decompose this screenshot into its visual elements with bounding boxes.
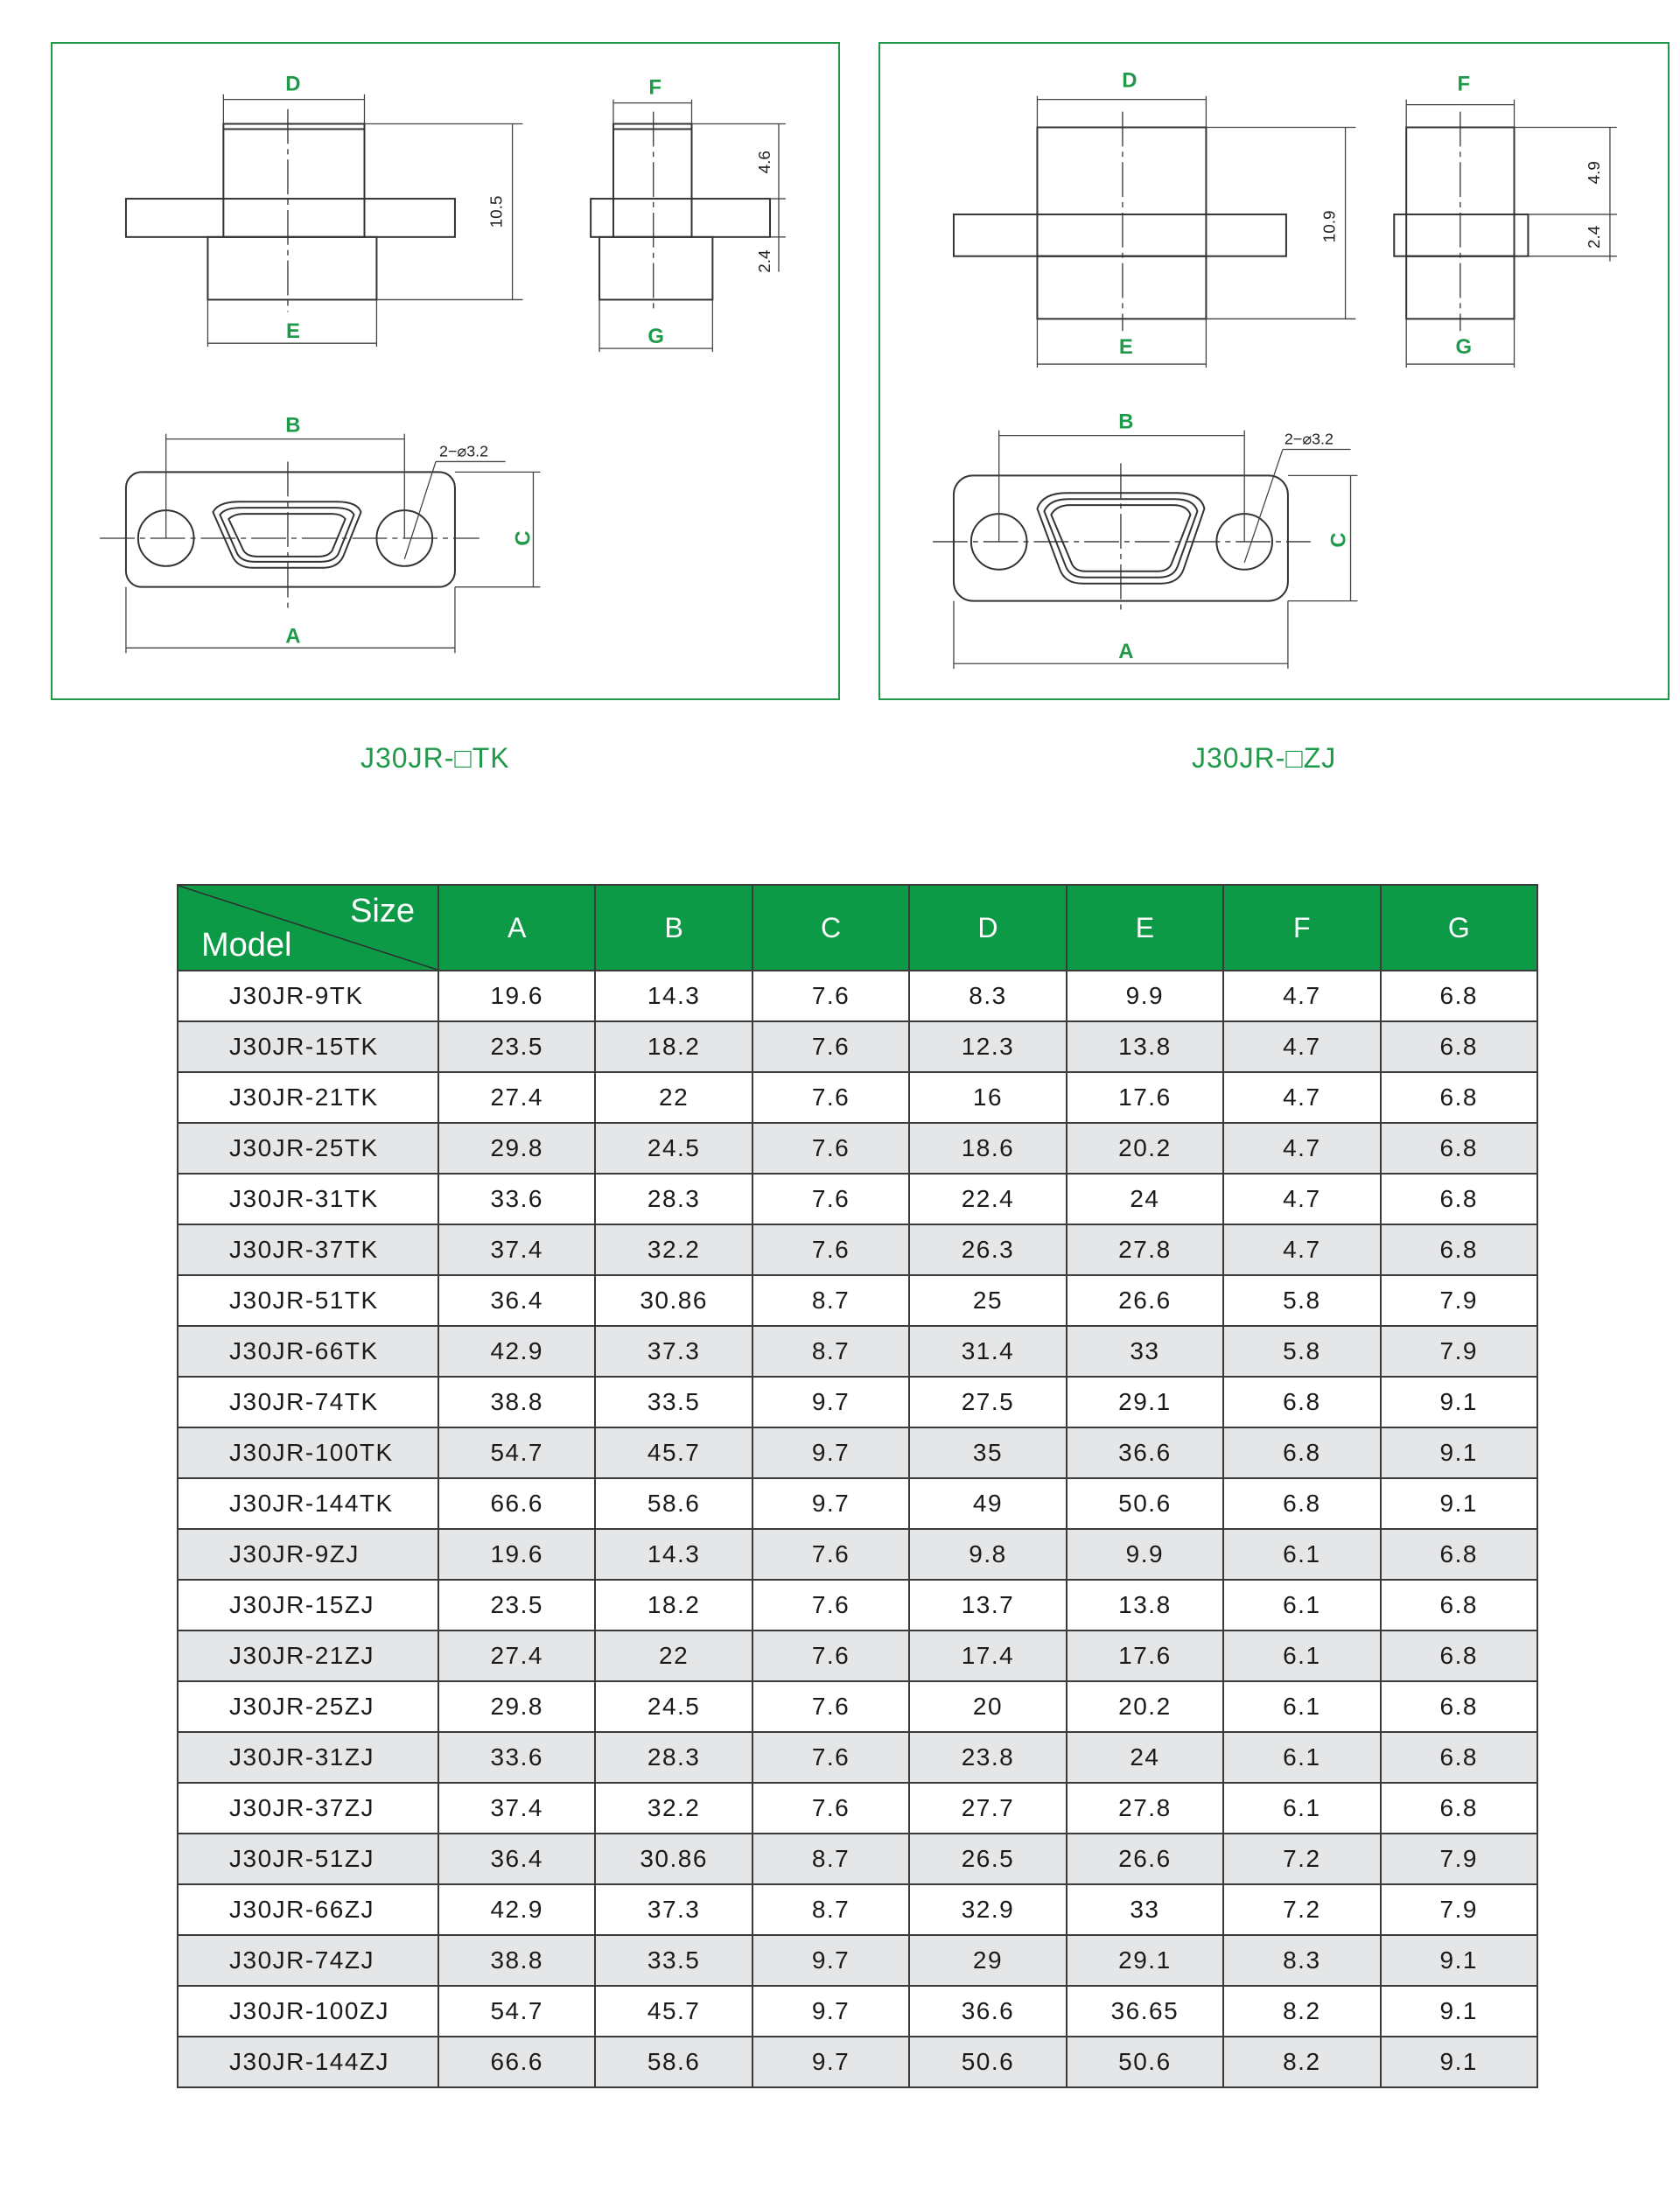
value-cell: 27.5 (909, 1377, 1066, 1427)
value-cell: 25 (909, 1275, 1066, 1326)
model-cell: J30JR-9ZJ (178, 1529, 438, 1580)
value-cell: 7.6 (752, 1174, 909, 1224)
tk-technical-drawing (52, 44, 838, 698)
value-cell: 24.5 (595, 1123, 752, 1174)
value-cell: 7.6 (752, 1123, 909, 1174)
value-cell: 17.4 (909, 1630, 1066, 1681)
column-header: C (752, 885, 909, 971)
value-cell: 29.1 (1067, 1377, 1223, 1427)
value-cell: 28.3 (595, 1174, 752, 1224)
value-cell: 22.4 (909, 1174, 1066, 1224)
value-cell: 7.2 (1223, 1884, 1380, 1935)
value-cell: 20.2 (1067, 1123, 1223, 1174)
model-cell: J30JR-100ZJ (178, 1986, 438, 2037)
value-cell: 9.9 (1067, 1529, 1223, 1580)
value-cell: 26.6 (1067, 1275, 1223, 1326)
value-cell: 66.6 (438, 1478, 595, 1529)
value-cell: 9.7 (752, 1377, 909, 1427)
value-cell: 49 (909, 1478, 1066, 1529)
value-cell: 6.1 (1223, 1681, 1380, 1732)
model-cell: J30JR-21TK (178, 1072, 438, 1123)
zj-label-d: D (1122, 68, 1138, 93)
model-cell: J30JR-144TK (178, 1478, 438, 1529)
zj-dim-flange: 2.4 (1586, 225, 1605, 249)
value-cell: 14.3 (595, 971, 752, 1021)
value-cell: 29.8 (438, 1123, 595, 1174)
tk-front-view (100, 414, 540, 654)
table-row (178, 1732, 1537, 1783)
value-cell: 6.8 (1223, 1478, 1380, 1529)
value-cell: 38.8 (438, 1377, 595, 1427)
model-cell: J30JR-15ZJ (178, 1580, 438, 1630)
value-cell: 4.7 (1223, 1224, 1380, 1275)
tk-front-flange (126, 472, 455, 586)
value-cell: 8.3 (909, 971, 1066, 1021)
value-cell: 30.86 (595, 1275, 752, 1326)
table-row (178, 1681, 1537, 1732)
value-cell: 6.1 (1223, 1783, 1380, 1834)
value-cell: 7.6 (752, 1529, 909, 1580)
table-row (178, 1072, 1537, 1123)
value-cell: 8.2 (1223, 2037, 1380, 2087)
value-cell: 8.7 (752, 1834, 909, 1884)
value-cell: 9.1 (1381, 1986, 1537, 2037)
value-cell: 7.2 (1223, 1834, 1380, 1884)
value-cell: 6.8 (1381, 1174, 1537, 1224)
value-cell: 45.7 (595, 1986, 752, 2037)
value-cell: 32.9 (909, 1884, 1066, 1935)
tk-flange (126, 199, 455, 237)
tk-label-c: C (511, 530, 536, 546)
value-cell: 6.1 (1223, 1529, 1380, 1580)
value-cell: 23.8 (909, 1732, 1066, 1783)
value-cell: 24 (1067, 1174, 1223, 1224)
column-header: G (1381, 885, 1537, 971)
value-cell: 6.8 (1381, 1580, 1537, 1630)
value-cell: 24.5 (595, 1681, 752, 1732)
value-cell: 9.7 (752, 1935, 909, 1986)
dimension-table (177, 884, 1538, 2088)
value-cell: 18.2 (595, 1021, 752, 1072)
table-row (178, 1377, 1537, 1427)
zj-top-body (1037, 127, 1206, 256)
value-cell: 66.6 (438, 2037, 595, 2087)
table-row (178, 1224, 1537, 1275)
zj-side-view (954, 69, 1356, 368)
value-cell: 7.6 (752, 1783, 909, 1834)
caption-tk: J30JR-□TK (360, 742, 510, 774)
value-cell: 5.8 (1223, 1275, 1380, 1326)
zj-dim-top-height: 4.9 (1586, 161, 1605, 185)
zj-label-c: C (1326, 532, 1351, 548)
value-cell: 26.3 (909, 1224, 1066, 1275)
model-cell: J30JR-25TK (178, 1123, 438, 1174)
table-row (178, 971, 1537, 1021)
tk-label-f: F (648, 75, 662, 100)
table-row (178, 1580, 1537, 1630)
value-cell: 6.8 (1381, 1021, 1537, 1072)
tk-label-b: B (285, 413, 301, 438)
value-cell: 7.6 (752, 1224, 909, 1275)
value-cell: 4.7 (1223, 1072, 1380, 1123)
value-cell: 7.6 (752, 1732, 909, 1783)
value-cell: 50.6 (1067, 1478, 1223, 1529)
value-cell: 9.1 (1381, 1377, 1537, 1427)
value-cell: 37.4 (438, 1783, 595, 1834)
table-row (178, 1630, 1537, 1681)
value-cell: 13.8 (1067, 1580, 1223, 1630)
value-cell: 4.7 (1223, 971, 1380, 1021)
value-cell: 7.6 (752, 971, 909, 1021)
value-cell: 6.8 (1381, 1630, 1537, 1681)
value-cell: 29.8 (438, 1681, 595, 1732)
value-cell: 37.4 (438, 1224, 595, 1275)
tk-dim-overall-height: 10.5 (487, 195, 507, 228)
tk-label-g: G (648, 325, 664, 349)
table-row (178, 1174, 1537, 1224)
value-cell: 33.6 (438, 1732, 595, 1783)
tk-label-e: E (285, 319, 300, 344)
model-cell: J30JR-25ZJ (178, 1681, 438, 1732)
value-cell: 9.8 (909, 1529, 1066, 1580)
value-cell: 8.3 (1223, 1935, 1380, 1986)
value-cell: 42.9 (438, 1884, 595, 1935)
column-header: A (438, 885, 595, 971)
value-cell: 9.1 (1381, 1427, 1537, 1478)
model-cell: J30JR-31ZJ (178, 1732, 438, 1783)
table-row (178, 1326, 1537, 1377)
value-cell: 32.2 (595, 1783, 752, 1834)
value-cell: 54.7 (438, 1427, 595, 1478)
value-cell: 9.1 (1381, 1478, 1537, 1529)
value-cell: 4.7 (1223, 1021, 1380, 1072)
value-cell: 19.6 (438, 1529, 595, 1580)
zj-flange (954, 214, 1286, 256)
tk-dim-holes: 2−⌀3.2 (439, 442, 489, 460)
zj-bottom-body (1037, 256, 1206, 319)
zj-end-flange (1394, 214, 1528, 256)
zj-label-g: G (1455, 335, 1473, 360)
value-cell: 8.2 (1223, 1986, 1380, 2037)
table-row (178, 1935, 1537, 1986)
model-cell: J30JR-51TK (178, 1275, 438, 1326)
value-cell: 6.8 (1381, 971, 1537, 1021)
zj-label-f: F (1457, 72, 1471, 96)
model-cell: J30JR-144ZJ (178, 2037, 438, 2087)
value-cell: 29.1 (1067, 1935, 1223, 1986)
table-header-row (178, 885, 1537, 971)
value-cell: 50.6 (1067, 2037, 1223, 2087)
value-cell: 7.6 (752, 1580, 909, 1630)
value-cell: 22 (595, 1072, 752, 1123)
value-cell: 6.8 (1381, 1783, 1537, 1834)
value-cell: 58.6 (595, 2037, 752, 2087)
value-cell: 6.8 (1381, 1732, 1537, 1783)
value-cell: 30.86 (595, 1834, 752, 1884)
zj-front-view (933, 410, 1357, 670)
model-cell: J30JR-100TK (178, 1427, 438, 1478)
model-cell: J30JR-74ZJ (178, 1935, 438, 1986)
model-cell: J30JR-66TK (178, 1326, 438, 1377)
value-cell: 6.8 (1223, 1427, 1380, 1478)
value-cell: 29 (909, 1935, 1066, 1986)
value-cell: 18.6 (909, 1123, 1066, 1174)
table-row (178, 2037, 1537, 2087)
value-cell: 23.5 (438, 1021, 595, 1072)
value-cell: 8.7 (752, 1326, 909, 1377)
value-cell: 9.1 (1381, 2037, 1537, 2087)
value-cell: 7.6 (752, 1630, 909, 1681)
value-cell: 8.7 (752, 1884, 909, 1935)
value-cell: 17.6 (1067, 1072, 1223, 1123)
value-cell: 33.6 (438, 1174, 595, 1224)
value-cell: 9.9 (1067, 971, 1223, 1021)
table-row (178, 1834, 1537, 1884)
value-cell: 24 (1067, 1732, 1223, 1783)
value-cell: 50.6 (909, 2037, 1066, 2087)
value-cell: 6.8 (1381, 1224, 1537, 1275)
value-cell: 26.6 (1067, 1834, 1223, 1884)
value-cell: 13.8 (1067, 1021, 1223, 1072)
model-cell: J30JR-66ZJ (178, 1884, 438, 1935)
table-row (178, 1478, 1537, 1529)
value-cell: 4.7 (1223, 1174, 1380, 1224)
value-cell: 12.3 (909, 1021, 1066, 1072)
value-cell: 6.8 (1381, 1123, 1537, 1174)
column-header: D (909, 885, 1066, 971)
zj-dim-holes: 2−⌀3.2 (1284, 430, 1334, 448)
value-cell: 18.2 (595, 1580, 752, 1630)
value-cell: 42.9 (438, 1326, 595, 1377)
tk-label-d: D (285, 72, 301, 96)
column-header: B (595, 885, 752, 971)
value-cell: 14.3 (595, 1529, 752, 1580)
value-cell: 5.8 (1223, 1326, 1380, 1377)
table-row (178, 1884, 1537, 1935)
value-cell: 19.6 (438, 971, 595, 1021)
value-cell: 8.7 (752, 1275, 909, 1326)
table-row (178, 1529, 1537, 1580)
value-cell: 58.6 (595, 1478, 752, 1529)
table-body (178, 971, 1537, 2087)
tk-bottom-body (207, 237, 376, 300)
value-cell: 33.5 (595, 1377, 752, 1427)
tk-label-a: A (285, 624, 301, 649)
tk-dim-top-height: 4.6 (756, 151, 775, 174)
value-cell: 9.7 (752, 1427, 909, 1478)
value-cell: 9.7 (752, 1478, 909, 1529)
value-cell: 33 (1067, 1884, 1223, 1935)
tk-end-view (591, 76, 786, 352)
value-cell: 26.5 (909, 1834, 1066, 1884)
value-cell: 36.65 (1067, 1986, 1223, 2037)
model-cell: J30JR-9TK (178, 971, 438, 1021)
tk-end-bottom-body (599, 237, 712, 300)
value-cell: 38.8 (438, 1935, 595, 1986)
model-cell: J30JR-74TK (178, 1377, 438, 1427)
value-cell: 6.1 (1223, 1732, 1380, 1783)
value-cell: 6.8 (1223, 1377, 1380, 1427)
value-cell: 7.6 (752, 1681, 909, 1732)
value-cell: 27.4 (438, 1630, 595, 1681)
value-cell: 7.9 (1381, 1884, 1537, 1935)
value-cell: 36.4 (438, 1275, 595, 1326)
value-cell: 27.8 (1067, 1224, 1223, 1275)
value-cell: 27.4 (438, 1072, 595, 1123)
value-cell: 9.7 (752, 2037, 909, 2087)
value-cell: 36.6 (1067, 1427, 1223, 1478)
value-cell: 9.1 (1381, 1935, 1537, 1986)
zj-label-e: E (1118, 335, 1133, 360)
value-cell: 45.7 (595, 1427, 752, 1478)
value-cell: 27.8 (1067, 1783, 1223, 1834)
model-cell: J30JR-37TK (178, 1224, 438, 1275)
value-cell: 6.1 (1223, 1630, 1380, 1681)
value-cell: 33 (1067, 1326, 1223, 1377)
value-cell: 37.3 (595, 1884, 752, 1935)
value-cell: 36.6 (909, 1986, 1066, 2037)
tk-dim-flange: 2.4 (756, 249, 775, 273)
value-cell: 27.7 (909, 1783, 1066, 1834)
value-cell: 7.6 (752, 1021, 909, 1072)
model-cell: J30JR-31TK (178, 1174, 438, 1224)
column-header: F (1223, 885, 1380, 971)
value-cell: 32.2 (595, 1224, 752, 1275)
corner-size-label: Size (350, 893, 415, 929)
value-cell: 7.9 (1381, 1326, 1537, 1377)
value-cell: 9.7 (752, 1986, 909, 2037)
value-cell: 17.6 (1067, 1630, 1223, 1681)
tk-top-body (223, 124, 364, 237)
zj-end-view (1394, 73, 1617, 368)
tk-end-top-body (613, 124, 692, 237)
value-cell: 28.3 (595, 1732, 752, 1783)
value-cell: 36.4 (438, 1834, 595, 1884)
zj-dim-overall-height: 10.9 (1320, 210, 1340, 243)
model-cell: J30JR-15TK (178, 1021, 438, 1072)
table-row (178, 1021, 1537, 1072)
value-cell: 20 (909, 1681, 1066, 1732)
value-cell: 7.9 (1381, 1834, 1537, 1884)
tk-side-view (126, 73, 523, 347)
table-row (178, 1783, 1537, 1834)
value-cell: 6.8 (1381, 1072, 1537, 1123)
model-cell: J30JR-21ZJ (178, 1630, 438, 1681)
corner-model-label: Model (201, 927, 292, 964)
value-cell: 6.8 (1381, 1529, 1537, 1580)
value-cell: 20.2 (1067, 1681, 1223, 1732)
value-cell: 35 (909, 1427, 1066, 1478)
value-cell: 7.6 (752, 1072, 909, 1123)
table-row (178, 1986, 1537, 2037)
value-cell: 6.1 (1223, 1580, 1380, 1630)
column-header: E (1067, 885, 1223, 971)
caption-zj: J30JR-□ZJ (1192, 742, 1337, 774)
tk-end-flange (591, 199, 770, 237)
table-row (178, 1427, 1537, 1478)
value-cell: 16 (909, 1072, 1066, 1123)
value-cell: 7.9 (1381, 1275, 1537, 1326)
value-cell: 6.8 (1381, 1681, 1537, 1732)
value-cell: 23.5 (438, 1580, 595, 1630)
value-cell: 13.7 (909, 1580, 1066, 1630)
value-cell: 22 (595, 1630, 752, 1681)
value-cell: 4.7 (1223, 1123, 1380, 1174)
table-row (178, 1275, 1537, 1326)
zj-label-b: B (1118, 410, 1134, 434)
table-corner-header (178, 885, 438, 971)
value-cell: 33.5 (595, 1935, 752, 1986)
value-cell: 31.4 (909, 1326, 1066, 1377)
table-row (178, 1123, 1537, 1174)
value-cell: 37.3 (595, 1326, 752, 1377)
value-cell: 54.7 (438, 1986, 595, 2037)
drawing-panel-tk (51, 42, 840, 700)
model-cell: J30JR-37ZJ (178, 1783, 438, 1834)
zj-label-a: A (1118, 640, 1134, 664)
zj-technical-drawing (880, 44, 1668, 698)
drawing-panel-zj (878, 42, 1670, 700)
model-cell: J30JR-51ZJ (178, 1834, 438, 1884)
